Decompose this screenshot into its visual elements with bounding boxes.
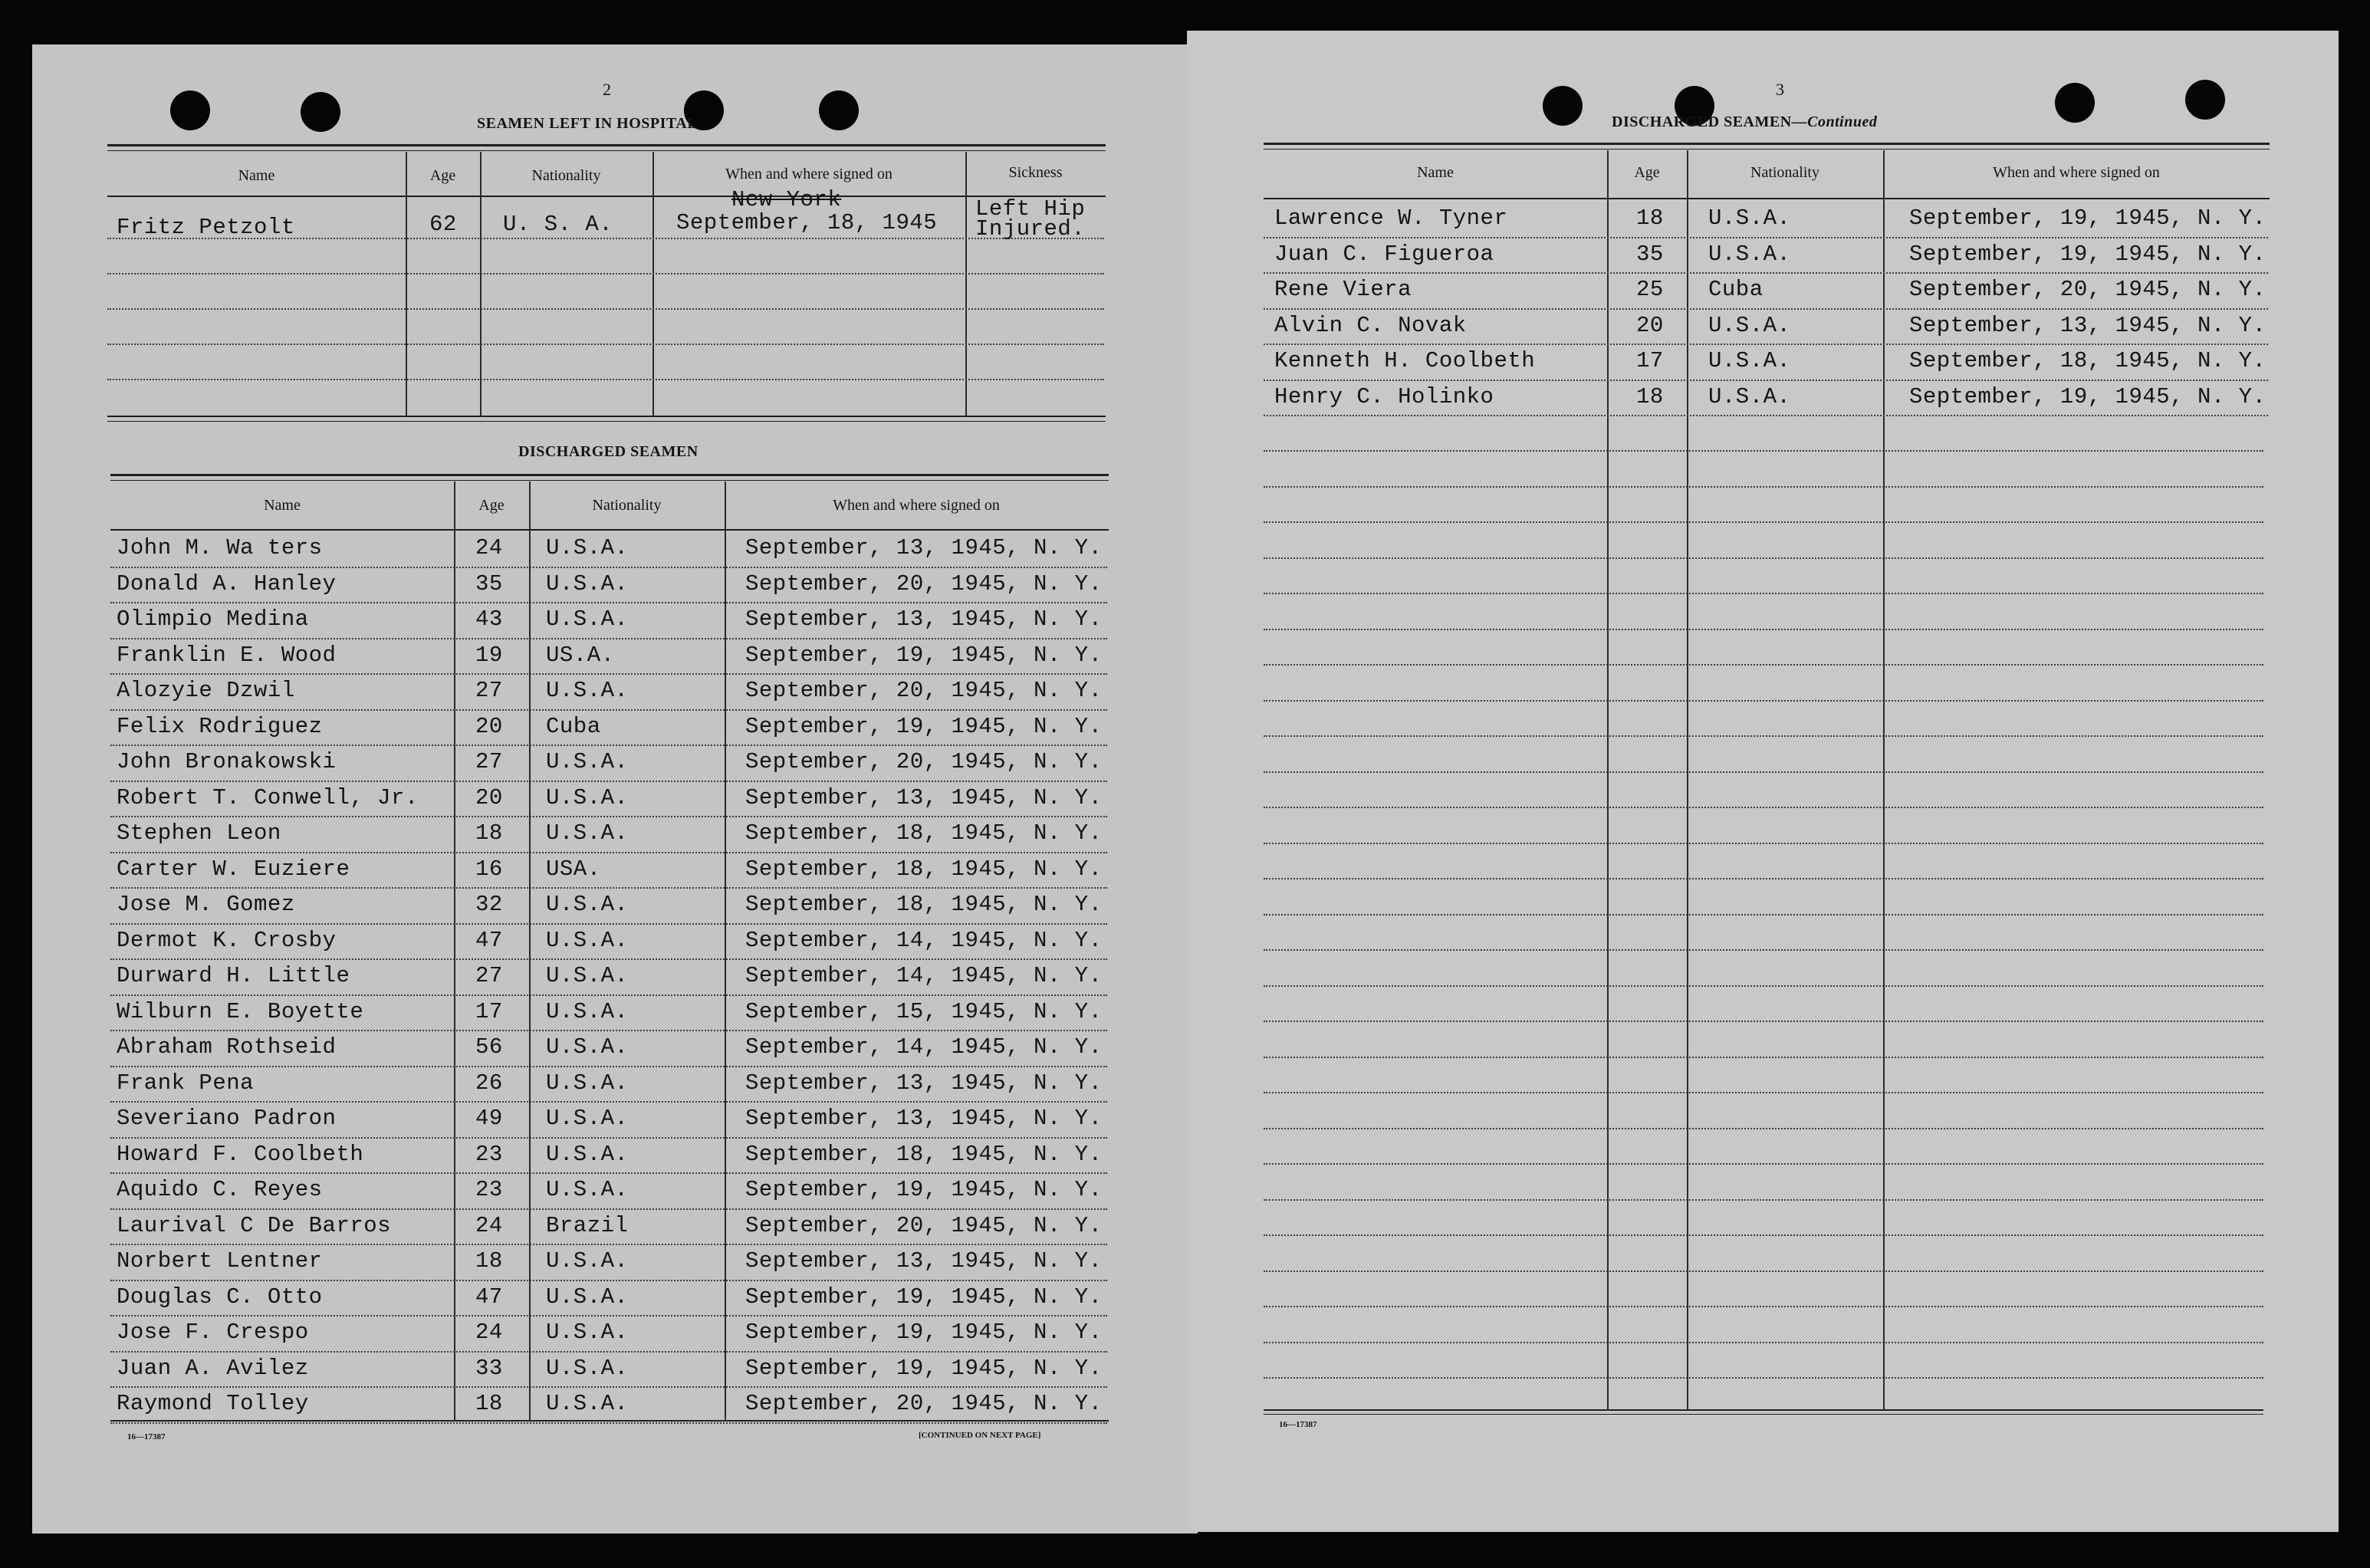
seaman-signed-on: September, 19, 1945, N. Y. <box>745 1320 1103 1345</box>
row-line <box>1264 1199 2263 1201</box>
seaman-name: Norbert Lentner <box>117 1248 323 1274</box>
seaman-nationality: U.S.A. <box>1708 383 1791 409</box>
table-rule <box>110 480 1109 481</box>
hospital-section-title: SEAMEN LEFT IN HOSPITAL <box>477 115 699 132</box>
row-line <box>1264 380 2268 381</box>
seaman-age: 19 <box>475 642 503 668</box>
column-divider <box>406 152 407 417</box>
seaman-signed-on: September, 13, 1945, N. Y. <box>745 606 1103 632</box>
row-line <box>110 638 1107 639</box>
seaman-age: 18 <box>475 1248 503 1274</box>
hospital-row-sickness: Left Hip <box>975 196 1086 222</box>
seaman-signed-on: September, 14, 1945, N. Y. <box>745 963 1103 988</box>
row-line <box>1264 1092 2263 1093</box>
seaman-name: Raymond Tolley <box>117 1391 309 1416</box>
seaman-signed-on: September, 19, 1945, N. Y. <box>1909 383 2266 409</box>
table-rule <box>107 416 1106 417</box>
seaman-signed-on: September, 18, 1945, N. Y. <box>1909 348 2266 373</box>
seaman-signed-on: September, 14, 1945, N. Y. <box>745 1034 1103 1060</box>
table-rule <box>107 421 1106 422</box>
seaman-name: Alozyie Dzwil <box>117 678 295 703</box>
column-header-signed-on: When and where signed on <box>1993 164 2160 181</box>
seaman-signed-on: September, 19, 1945, N. Y. <box>745 1284 1103 1310</box>
seaman-age: 56 <box>475 1034 503 1060</box>
row-line <box>110 1172 1107 1174</box>
seaman-age: 35 <box>475 570 503 597</box>
punch-hole <box>301 92 340 132</box>
seaman-signed-on: September, 13, 1945, N. Y. <box>1909 312 2266 338</box>
seaman-signed-on: September, 20, 1945, N. Y. <box>745 1391 1103 1416</box>
seaman-signed-on: September, 19, 1945, N. Y. <box>745 1177 1103 1202</box>
row-line <box>110 816 1107 817</box>
punch-hole <box>819 90 859 130</box>
seaman-nationality: U.S.A. <box>546 1355 629 1381</box>
row-line <box>1264 878 2263 879</box>
row-line <box>1264 1271 2263 1272</box>
seaman-name: John M. Wa ters <box>117 535 323 560</box>
column-header-age: Age <box>429 167 456 184</box>
seaman-name: John Bronakowski <box>117 749 337 774</box>
seaman-signed-on: September, 20, 1945, N. Y. <box>745 570 1103 597</box>
punch-hole <box>2185 80 2225 120</box>
seaman-name: Donald A. Hanley <box>117 570 337 597</box>
seaman-age: 47 <box>475 1284 503 1310</box>
seaman-signed-on: September, 19, 1945, N. Y. <box>1909 241 2266 267</box>
column-header-nationality: Nationality <box>531 167 601 184</box>
seaman-nationality: US.A. <box>546 642 615 668</box>
row-line <box>1264 557 2263 559</box>
column-header-name: Name <box>238 167 275 184</box>
seaman-age: 17 <box>1636 348 1664 373</box>
seaman-age: 26 <box>475 1070 503 1096</box>
row-line <box>110 1315 1107 1317</box>
seaman-name: Douglas C. Otto <box>117 1284 323 1310</box>
row-line <box>1264 1306 2263 1307</box>
hospital-row-name: Fritz Petzolt <box>117 215 295 240</box>
column-divider <box>1607 150 1609 1411</box>
seaman-age: 18 <box>1636 383 1664 409</box>
discharged-continued-title <box>1612 113 1877 131</box>
seaman-age: 18 <box>1636 205 1664 231</box>
seaman-nationality: U.S.A. <box>546 1248 629 1274</box>
column-header-age: Age <box>1634 164 1660 181</box>
page-number: 2 <box>603 80 611 99</box>
table-rule <box>107 196 1106 197</box>
seaman-nationality: Cuba <box>1708 277 1764 302</box>
seaman-nationality: U.S.A. <box>1708 205 1791 231</box>
row-line <box>1264 1377 2263 1379</box>
table-rule <box>107 144 1106 146</box>
row-line <box>1264 450 2263 452</box>
row-line <box>1264 1057 2263 1058</box>
row-line <box>1264 1163 2263 1165</box>
table-rule <box>1264 143 2270 145</box>
page-number: 3 <box>1776 80 1784 99</box>
row-line <box>110 1208 1107 1210</box>
seaman-age: 32 <box>475 892 503 917</box>
seaman-nationality: U.S.A. <box>546 892 629 917</box>
row-line <box>1264 272 2268 274</box>
seaman-name: Felix Rodriguez <box>117 713 323 739</box>
seaman-nationality: U.S.A. <box>546 1284 629 1310</box>
seaman-nationality: U.S.A. <box>546 927 629 953</box>
seaman-nationality: U.S.A. <box>546 606 629 632</box>
seaman-nationality: U.S.A. <box>546 1320 629 1345</box>
seaman-name: Jose F. Crespo <box>117 1320 309 1345</box>
column-header-sickness: Sickness <box>1008 164 1063 181</box>
seaman-age: 20 <box>475 784 503 810</box>
seaman-name: Durward H. Little <box>117 963 350 988</box>
row-line <box>1264 1234 2263 1236</box>
row-line <box>1264 985 2263 987</box>
column-header-nationality: Nationality <box>592 497 662 514</box>
seaman-age: 18 <box>475 1391 503 1416</box>
column-header-signed-on: When and where signed on <box>833 497 1000 514</box>
row-line <box>1264 700 2263 702</box>
row-line <box>107 379 1104 380</box>
row-line <box>110 673 1107 675</box>
title-suffix: —Continued <box>1791 113 1878 130</box>
seaman-signed-on: September, 13, 1945, N. Y. <box>745 1106 1103 1131</box>
hospital-row-age: 62 <box>429 212 457 237</box>
seaman-nationality: U.S.A. <box>1708 241 1791 267</box>
seaman-nationality: USA. <box>546 856 601 882</box>
seaman-nationality: U.S.A. <box>546 1070 629 1096</box>
seaman-signed-on: September, 13, 1945, N. Y. <box>745 535 1103 560</box>
seaman-signed-on: September, 13, 1945, N. Y. <box>745 784 1103 810</box>
row-line <box>107 344 1104 345</box>
seaman-nationality: U.S.A. <box>546 784 629 810</box>
seaman-nationality: U.S.A. <box>1708 312 1791 338</box>
seaman-name: Wilburn E. Boyette <box>117 998 364 1024</box>
row-line <box>1264 914 2263 915</box>
punch-hole <box>2055 83 2095 123</box>
row-line <box>110 1066 1107 1067</box>
discharged-section-title: DISCHARGED SEAMEN <box>518 443 699 460</box>
seaman-signed-on: September, 20, 1945, N. Y. <box>745 678 1103 703</box>
seaman-nationality: U.S.A. <box>546 1034 629 1060</box>
seaman-signed-on: September, 19, 1945, N. Y. <box>1909 205 2266 231</box>
seaman-age: 27 <box>475 678 503 703</box>
seaman-name: Carter W. Euziere <box>117 856 350 882</box>
table-rule <box>1264 149 2270 150</box>
row-line <box>1264 629 2263 630</box>
seaman-signed-on: September, 20, 1945, N. Y. <box>1909 277 2266 302</box>
column-divider <box>480 152 482 417</box>
seaman-age: 25 <box>1636 277 1664 302</box>
row-line <box>1264 415 2268 416</box>
row-line <box>110 781 1107 782</box>
punch-hole <box>170 90 210 130</box>
seaman-nationality: Brazil <box>546 1212 629 1238</box>
seaman-name: Howard F. Coolbeth <box>117 1141 364 1167</box>
row-line <box>110 887 1107 889</box>
hospital-row-nationality: U. S. A. <box>503 212 613 237</box>
seaman-nationality: U.S.A. <box>546 749 629 774</box>
row-line <box>110 1101 1107 1103</box>
row-line <box>1264 344 2268 345</box>
seaman-age: 20 <box>1636 312 1664 338</box>
seaman-age: 35 <box>1636 241 1664 267</box>
table-rule <box>110 474 1109 476</box>
row-line <box>1264 664 2263 666</box>
seaman-name: Olimpio Medina <box>117 606 309 632</box>
seaman-nationality: U.S.A. <box>546 963 629 988</box>
row-line <box>107 273 1104 274</box>
row-line <box>110 709 1107 711</box>
row-line <box>110 1244 1107 1245</box>
hospital-row-sickness: Injured. <box>975 216 1086 242</box>
row-line <box>110 923 1107 925</box>
seaman-nationality: Cuba <box>546 713 601 739</box>
table-rule <box>1264 198 2270 199</box>
row-line <box>110 1351 1107 1353</box>
seaman-signed-on: September, 15, 1945, N. Y. <box>745 998 1103 1024</box>
column-header-nationality: Nationality <box>1750 164 1819 181</box>
seaman-age: 17 <box>475 998 503 1024</box>
seaman-name: Henry C. Holinko <box>1274 383 1494 409</box>
seaman-signed-on: September, 19, 1945, N. Y. <box>745 1355 1103 1381</box>
row-line <box>1264 237 2268 238</box>
seaman-name: Juan C. Figueroa <box>1274 241 1494 267</box>
seaman-name: Frank Pena <box>117 1070 255 1096</box>
continued-note: [CONTINUED ON NEXT PAGE] <box>919 1431 1041 1440</box>
row-line <box>110 1422 1107 1424</box>
seaman-signed-on: September, 18, 1945, N. Y. <box>745 856 1103 882</box>
row-line <box>1264 521 2263 523</box>
row-line <box>1264 807 2263 808</box>
seaman-name: Franklin E. Wood <box>117 642 337 668</box>
seaman-name: Aquido C. Reyes <box>117 1177 323 1202</box>
row-line <box>1264 949 2263 951</box>
table-rule <box>107 150 1106 151</box>
seaman-age: 23 <box>475 1177 503 1202</box>
seaman-signed-on: September, 20, 1945, N. Y. <box>745 749 1103 774</box>
seaman-age: 27 <box>475 963 503 988</box>
seaman-age: 20 <box>475 713 503 739</box>
seaman-nationality: U.S.A. <box>546 570 629 597</box>
row-line <box>1264 1021 2263 1022</box>
column-divider <box>1687 150 1688 1411</box>
column-divider <box>965 152 967 417</box>
seaman-signed-on: September, 13, 1945, N. Y. <box>745 1070 1103 1096</box>
seaman-signed-on: September, 18, 1945, N. Y. <box>745 892 1103 917</box>
seaman-name: Robert T. Conwell, Jr. <box>117 784 419 810</box>
seaman-age: 24 <box>475 535 503 560</box>
seaman-nationality: U.S.A. <box>546 1177 629 1202</box>
row-line <box>1264 593 2263 594</box>
row-line <box>1264 735 2263 737</box>
hospital-row-when: September, 18, 1945 <box>676 210 938 235</box>
row-line <box>110 602 1107 603</box>
row-line <box>1264 843 2263 844</box>
seaman-name: Kenneth H. Coolbeth <box>1274 348 1536 373</box>
seaman-nationality: U.S.A. <box>546 1106 629 1131</box>
title-main: DISCHARGED SEAMEN <box>1612 113 1792 130</box>
row-line <box>110 958 1107 960</box>
row-line <box>110 852 1107 853</box>
seaman-signed-on: September, 18, 1945, N. Y. <box>745 820 1103 846</box>
seaman-signed-on: September, 19, 1945, N. Y. <box>745 713 1103 739</box>
seaman-age: 24 <box>475 1320 503 1345</box>
table-rule <box>1264 1409 2263 1411</box>
seaman-nationality: U.S.A. <box>546 535 629 560</box>
seaman-age: 33 <box>475 1355 503 1381</box>
seaman-name: Juan A. Avilez <box>117 1355 309 1381</box>
column-header-age: Age <box>478 497 505 514</box>
seaman-name: Dermot K. Crosby <box>117 927 337 953</box>
seaman-age: 43 <box>475 606 503 632</box>
table-rule <box>110 529 1109 531</box>
seaman-signed-on: September, 20, 1945, N. Y. <box>745 1212 1103 1238</box>
seaman-nationality: U.S.A. <box>546 820 629 846</box>
seaman-name: Lawrence W. Tyner <box>1274 205 1508 231</box>
table-rule <box>1264 1414 2263 1415</box>
row-line <box>107 308 1104 310</box>
row-line <box>110 1030 1107 1031</box>
seaman-age: 24 <box>475 1212 503 1238</box>
row-line <box>110 994 1107 996</box>
seaman-name: Laurival C De Barros <box>117 1212 392 1238</box>
seaman-nationality: U.S.A. <box>1708 348 1791 373</box>
row-line <box>110 1280 1107 1281</box>
seaman-name: Rene Viera <box>1274 277 1412 302</box>
row-line <box>1264 1128 2263 1129</box>
seaman-nationality: U.S.A. <box>546 1141 629 1167</box>
seaman-signed-on: September, 19, 1945, N. Y. <box>745 642 1103 668</box>
seaman-age: 47 <box>475 927 503 953</box>
seaman-age: 27 <box>475 749 503 774</box>
row-line <box>1264 771 2263 773</box>
seaman-signed-on: September, 18, 1945, N. Y. <box>745 1141 1103 1167</box>
row-line <box>1264 486 2263 488</box>
column-header-signed-on: When and where signed on <box>725 166 892 182</box>
column-header-name: Name <box>1417 164 1454 181</box>
seaman-name: Abraham Rothseid <box>117 1034 337 1060</box>
seaman-name: Alvin C. Novak <box>1274 312 1467 338</box>
row-line <box>110 1137 1107 1139</box>
punch-hole <box>1543 86 1583 126</box>
seaman-name: Severiano Padron <box>117 1106 337 1131</box>
form-number: 16—17387 <box>1279 1420 1317 1429</box>
row-line <box>110 1386 1107 1388</box>
row-line <box>110 745 1107 746</box>
seaman-name: Stephen Leon <box>117 820 281 846</box>
hospital-row-where: New York <box>731 187 842 212</box>
seaman-nationality: U.S.A. <box>546 678 629 703</box>
form-number: 16—17387 <box>127 1432 166 1441</box>
seaman-nationality: U.S.A. <box>546 1391 629 1416</box>
column-header-name: Name <box>264 497 301 514</box>
row-line <box>1264 308 2268 310</box>
seaman-signed-on: September, 13, 1945, N. Y. <box>745 1248 1103 1274</box>
seaman-signed-on: September, 14, 1945, N. Y. <box>745 927 1103 953</box>
seaman-age: 16 <box>475 856 503 882</box>
seaman-name: Jose M. Gomez <box>117 892 295 917</box>
seaman-age: 18 <box>475 820 503 846</box>
column-divider <box>1883 150 1885 1411</box>
row-line <box>1264 1342 2263 1343</box>
seaman-age: 23 <box>475 1141 503 1167</box>
row-line <box>110 567 1107 568</box>
column-divider <box>652 152 654 417</box>
seaman-nationality: U.S.A. <box>546 998 629 1024</box>
seaman-age: 49 <box>475 1106 503 1131</box>
